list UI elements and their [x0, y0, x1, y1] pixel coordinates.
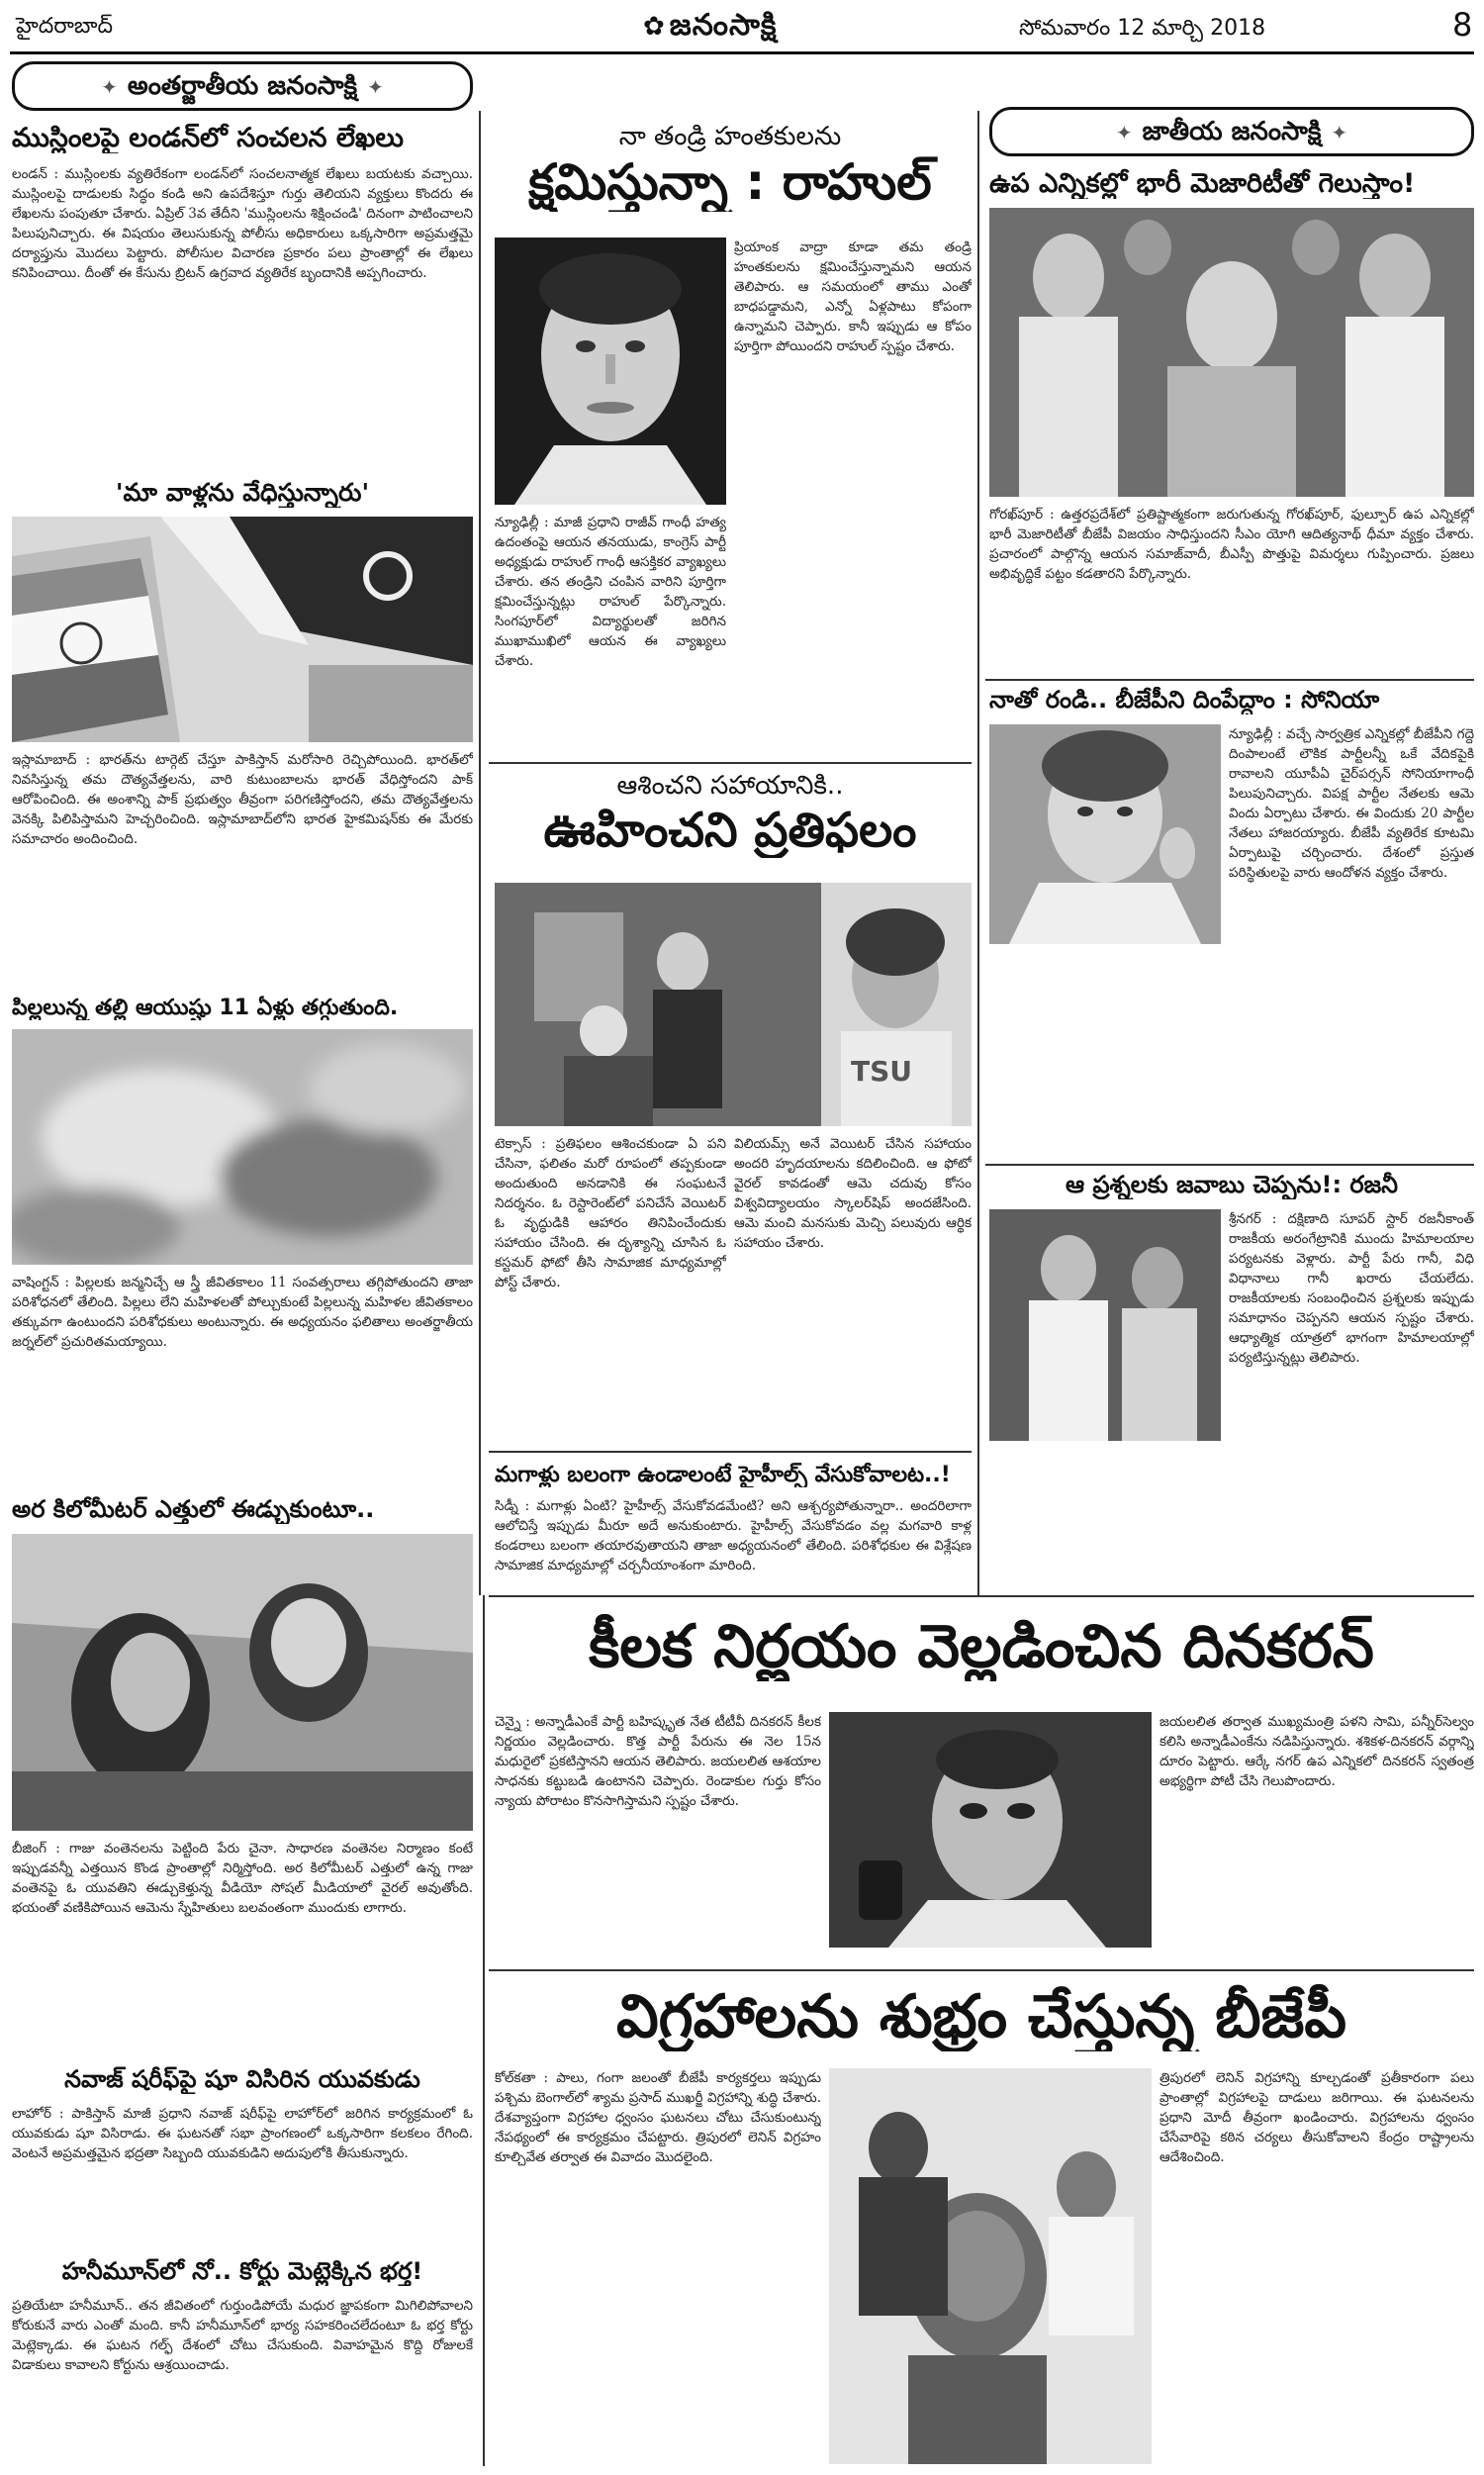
story-high-heels: సిడ్నీ : మగాళ్లు ఏంటి? హైహీల్స్ వేసుకోవడమేంటి? అని ఆశ్చర్యపోతున్నారా.. అందరిలాగా ఆలోచిస్తే ఇప్పుడు మీరూ అదే అనుకుంటారు. హైహీల్స్ వేసుకోవడం వల్ల మగవారి కాళ్ల కండరాలు బలంగా తయారవుతాయని తాజా అధ్యయనంలో తేలింది. పరిశోధకుల ఈ విశ్లేషణ సామాజిక మాధ్యమాల్లో చర్చనీయాంశంగా మారింది. — [495, 1498, 972, 1573]
divider-bottom-mid — [489, 1969, 1474, 1971]
story-rahul-col2: ప్రియాంక వాద్రా కూడా తమ తండ్రి హంతకులను క్షమించేస్తున్నామని ఆయన తెలిపారు. ఆ సమయంలో తాము ఎంతో బాధపడ్డామని, ఎన్నో ఏళ్లపాటు కోపంగా ఉన్నామని చెప్పారు. కానీ ఇప్పుడు ఆ కోపం పూర్తిగా పోయిందని రాహుల్ స్పష్టం చేశారు. — [734, 239, 972, 354]
story-honeymoon-court: ప్రతియేటా హనీమూన్.. తన జీవితంలో గుర్తుండిపోయే మధుర జ్ఞాపకంగా మిగిలిపోవాలని కోరుకునే వారు ఎంతో మంది. కానీ హనీమూన్‌లో భార్య సహకరించలేదంటూ ఓ భర్త కోర్టు మెట్లెక్కాడు. ఈ ఘటన గల్ఫ్ దేశంలో చోటు చేసుకుంది. వివాహమైన కొద్ది రోజులకే విడాకులు కావాలని కోర్టును ఆశ్రయించాడు. — [12, 2298, 473, 2373]
banner-ornament-icon: ✦ — [101, 75, 118, 99]
divider-right-2 — [985, 1164, 1474, 1166]
headline-rahul: క్షమిస్తున్నా : రాహుల్ — [528, 154, 932, 211]
story-pakistan-diplomats: ఇస్లామాబాద్ : భారత్‌ను టార్గెట్ చేస్తూ పాకిస్తాన్ మరోసారి రెచ్చిపోయింది. భారత్‌లో నివసిస్తున్న తమ దౌత్యవేత్తలను, వారి కుటుంబాలను భారత్ వేధిస్తోందని పాక్ ఆరోపించింది. ఈ అంశాన్ని పాక్ ప్రభుత్వం తీవ్రంగా పరిగణిస్తోందని, తమ దౌత్యవేత్తలను వెనక్కి పిలిపిస్తామని హెచ్చరించింది. ఇస్లామాబాద్‌లోని భారత హైకమిషన్‌కు ఈ మేరకు సమాచారం అందించింది. — [12, 752, 473, 847]
story-waiter-col1: టెక్సాస్ : ప్రతిఫలం ఆశించకుండా ఏ పని చేసినా, ఫలితం మరో రూపంలో తప్పకుండా అందుతుంది అనడానికి ఈ సంఘటనే నిదర్శనం. ఓ రెస్టారెంట్‌లో పనిచేసే వెయిటర్ ఓ వృద్ధుడికి ఆహారం తినిపించేందుకు సహాయం చేసింది. ఈ దృశ్యాన్ని చూసిన ఓ కస్టమర్ ఫోటో తీసి సామాజిక మాధ్యమాల్లో పోస్ట్ చేశారు. — [495, 1136, 726, 1290]
story-dinakaran-col1: చెన్నై : అన్నాడీఎంకే పార్టీ బహిష్కృత నేత టీటీవీ దినకరన్ కీలక నిర్ణయం వెల్లడించారు. కొత్త పార్టీ పేరును ఈ నెల 15న మధురైలో ప్రకటిస్తానని ఆయన తెలిపారు. జయలలిత ఆశయాల సాధనకు కట్టుబడి ఉంటానని చెప్పారు. రెండాకుల గుర్తు కోసం న్యాయ పోరాటం కొనసాగిస్తామని స్పష్టం చేశారు. — [495, 1714, 821, 1809]
headline-rajini: ఆ ప్రశ్నలకు జవాబు చెప్పను!: రజనీ — [1065, 1172, 1399, 1198]
column-divider-left-lower — [483, 1595, 485, 2466]
masthead-city: హైదరాబాద్ — [16, 14, 113, 39]
photo-yogi-adityanath — [989, 208, 1474, 497]
photo-waiter-helping — [495, 883, 972, 1126]
story-yogi-bypoll: గోరఖ్‌పూర్ : ఉత్తరప్రదేశ్‌లో ప్రతిష్టాత్మకంగా జరుగుతున్న గోరఖ్‌పూర్, ఫుల్పూర్ ఉప ఎన్నికల్లో భారీ మెజారిటీతో బీజేపీ విజయం సాధిస్తుందని సీఎం యోగి ఆదిత్యనాథ్ ధీమా వ్యక్తం చేశారు. ప్రచారంలో పాల్గొన్న ఆయన సమాజ్‌వాదీ, బీఎస్పీ పొత్తుపై విమర్శలు గుప్పించారు. ప్రజలు అభివృద్ధికే పట్టం కడతారని పేర్కొన్నారు. — [989, 507, 1474, 582]
photo-rajinikanth — [989, 1209, 1221, 1441]
section-title-national: జాతీయ జనంసాక్షి — [1142, 117, 1322, 146]
photo-mother-child — [12, 1029, 473, 1265]
masthead-logo-text: జనంసాక్షి — [669, 8, 778, 43]
headline-statue-cleaning: విగ్రహాలను శుభ్రం చేస్తున్న బీజేపీ — [615, 1983, 1347, 2051]
headline-nawaz-shoe: నవాజ్ షరీఫ్‌పై షూ విసిరిన యువకుడు — [64, 2066, 420, 2093]
headline-pakistan-diplomats: 'మా వాళ్లను వేధిస్తున్నారు' — [115, 479, 370, 507]
story-waiter-col2: విలియమ్స్ అనే వెయిటర్ చేసిన సహాయం అందరి హృదయాలను కదిలించింది. ఆ ఫోటో వైరల్ కావడంతో ఆమె చదువు కోసం విశ్వవిద్యాలయం స్కాలర్‌షిప్ అందజేసింది. ఆమె మంచి మనసుకు మెచ్చి పలువురు ఆర్థిక సహాయం చేశారు. — [734, 1136, 972, 1251]
column-divider-right — [977, 111, 979, 1595]
banner-ornament-icon: ✦ — [1331, 121, 1348, 144]
photo-ttv-dinakaran — [829, 1712, 1152, 1948]
photo-statue-cleaning — [829, 2068, 1152, 2464]
section-title-international: అంతర్జాతీయ జనంసాక్షి — [127, 71, 358, 101]
svg-text:TSU: TSU — [851, 1055, 913, 1088]
story-glass-bridge: బీజింగ్ : గాజు వంతెనలను పెట్టింది పేరు చైనా. సాధారణ వంతెనల నిర్మాణం కంటే ఇప్పుడవన్నీ ఎత్తయిన కొండ ప్రాంతాల్లో నిర్మిస్తోంది. అర కిలోమీటర్ ఎత్తులో ఉన్న గాజు వంతెనపై ఓ యువతిని ఈడ్చుకెళ్తున్న వీడియో సోషల్ మీడియాలో వైరల్ అవుతోంది. భయంతో వణికిపోయిన ఆమెను స్నేహితులు బలవంతంగా ముందుకు లాగారు. — [12, 1841, 473, 1916]
headline-dinakaran: కీలక నిర్ణయం వెల్లడించిన దినకరన్ — [589, 1613, 1374, 1681]
story-statue-col2: త్రిపురలో లెనిన్ విగ్రహాన్ని కూల్చడంతో ప్రతీకారంగా పలు ప్రాంతాల్లో విగ్రహాలపై దాడులు జరిగాయి. ఈ ఘటనలను ప్రధాని మోదీ తీవ్రంగా ఖండించారు. విగ్రహాలను ధ్వంసం చేసేవారిపై కఠిన చర్యలు తీసుకోవాలని కేంద్రం రాష్ట్రాలను ఆదేశించింది. — [1159, 2070, 1474, 2165]
story-rajini: శ్రీనగర్ : దక్షిణాది సూపర్ స్టార్ రజనీకాంత్ రాజకీయ అరంగేట్రానికి ముందు హిమాలయాల పర్యటనకు వెళ్లారు. పార్టీ పేరు గానీ, విధి విధానాలు గానీ ఖరారు చేయలేదు. రాజకీయాలకు సంబంధించిన ప్రశ్నలకు ఇప్పుడు సమాధానం చెప్పనని ఆయన స్పష్టం చేశారు. ఆధ్యాత్మిక యాత్రలో భాగంగా హిమాలయాల్లో పర్యటిస్తున్నట్లు తెలిపారు. — [1229, 1211, 1474, 1366]
headline-waiter: ఊహించని ప్రతిఫలం — [543, 804, 917, 858]
photo-glass-bridge — [12, 1534, 473, 1831]
story-sonia-col1: న్యూఢిల్లీ : వచ్చే సార్వత్రిక ఎన్నికల్లో బీజేపీని గద్దె దింపాలంటే లౌకిక పార్టీలన్నీ ఒకే వేదికపైకి రావాలని యూపీఏ చైర్‌పర్సన్ సోనియాగాంధీ పిలుపునిచ్చారు. విపక్ష పార్టీల నేతలకు ఆమె విందు ఏర్పాటు చేశారు. ఈ విందుకు 20 పార్టీల నేతలు హాజరయ్యారు. బీజేపీ వ్యతిరేక కూటమి ఏర్పాటుపై చర్చించారు. దేశంలో ప్రస్తుత పరిస్థితులపై వారు ఆందోళన వ్యక్తం చేశారు. — [1229, 726, 1474, 881]
story-nawaz-shoe: లాహోర్ : పాకిస్తాన్ మాజీ ప్రధాని నవాజ్ షరీఫ్‌పై లాహోర్‌లో జరిగిన కార్యక్రమంలో ఓ యువకుడు షూ విసిరాడు. ఈ ఘటనతో సభా ప్రాంగణంలో ఒక్కసారిగా కలకలం రేగింది. వెంటనే అప్రమత్తమైన భద్రతా సిబ్బంది యువకుడిని అదుపులోకి తీసుకున్నారు. — [12, 2106, 473, 2161]
banner-ornament-icon: ✦ — [367, 75, 384, 99]
section-banner-international — [12, 61, 473, 111]
divider-center-2 — [489, 1451, 972, 1453]
divider-right-1 — [985, 679, 1474, 681]
section-banner-national — [989, 107, 1474, 156]
story-london-letters: లండన్ : ముస్లింలకు వ్యతిరేకంగా లండన్‌లో సంచలనాత్మక లేఖలు బయటకు వచ్చాయి. ముస్లింలపై దాడులకు సిద్ధం కండి అని ఉపదేశిస్తూ గుర్తు తెలియని వ్యక్తులు కొందరు ఈ లేఖలను పంపుతూ చేశారు. ఏప్రిల్ 3వ తేదీని 'ముస్లింలను శిక్షించండి' దినంగా పాటించాలని పిలుపునిచ్చారు. ఈ విషయం తెలుసుకున్న పోలీసు అధికారులు ఒక్కసారిగా అప్రమత్తమై దర్యాప్తును మొదలు పెట్టారు. పోలీసుల విచారణ ప్రకారం పలు ప్రాంతాల్లో ఈ లేఖలు కనిపించాయి. దీంతో ఈ కేసును బ్రిటన్ ఉగ్రవాద వ్యతిరేక బృందానికి అప్పగించారు. — [12, 166, 473, 281]
kicker-waiter: ఆశించని సహాయానికి.. — [616, 771, 844, 801]
headline-sonia-dinner: నాతో రండి.. బీజేపీని దింపేద్దాం : సోనియా — [989, 687, 1380, 714]
story-statue-col1: కోల్‌కతా : పాలు, గంగా జలంతో బీజేపీ కార్యకర్తలు ఇప్పుడు పశ్చిమ బెంగాల్‌లో శ్యామ ప్రసాద్ ముఖర్జీ విగ్రహాన్ని శుద్ధి చేశారు. దేశవ్యాప్తంగా విగ్రహాల ధ్వంసం ఘటనలు చోటు చేసుకుంటున్న నేపథ్యంలో ఈ కార్యక్రమం చేపట్టారు. త్రిపురలో లెనిన్ విగ్రహం కూల్చివేత తర్వాత ఈ వివాదం మొదలైంది. — [495, 2070, 821, 2165]
masthead-rule — [10, 51, 1474, 54]
masthead-logo — [643, 8, 778, 49]
headline-london-letters: ముస్లింలపై లండన్‌లో సంచలన లేఖలు — [12, 123, 404, 153]
photo-india-pakistan-flags — [12, 517, 473, 742]
headline-yogi-bypoll: ఉప ఎన్నికల్లో భారీ మెజారిటీతో గెలుస్తాం! — [989, 168, 1416, 199]
masthead-date: సోమవారం 12 మార్చి 2018 — [1019, 16, 1266, 41]
kicker-rahul: నా తండ్రి హంతకులను — [618, 122, 842, 151]
divider-center-1 — [489, 762, 972, 764]
headline-high-heels: మగాళ్లు బలంగా ఉండాలంటే హైహీల్స్ వేసుకోవాలట..! — [495, 1463, 951, 1487]
divider-bottom-top — [489, 1595, 1474, 1597]
headline-honeymoon-court: హనీమూన్‌లో నో.. కోర్టు మెట్లెక్కిన భర్త! — [61, 2258, 423, 2285]
photo-rahul-gandhi — [495, 238, 726, 505]
column-divider-left — [479, 111, 481, 1595]
story-rahul-col1: న్యూఢిల్లీ : మాజీ ప్రధాని రాజీవ్ గాంధీ హత్య ఉదంతంపై ఆయన తనయుడు, కాంగ్రెస్ పార్టీ అధ్యక్షుడు రాహుల్ గాంధీ ఆసక్తికర వ్యాఖ్యలు చేశారు. తన తండ్రిని చంపిన వారిని పూర్తిగా క్షమించేస్తున్నట్లు రాహుల్ పేర్కొన్నారు. సింగపూర్‌లో విద్యార్థులతో జరిగిన ముఖాముఖిలో ఆయన ఈ వ్యాఖ్యలు చేశారు. — [495, 515, 726, 669]
story-dinakaran-col2: జయలలిత తర్వాత ముఖ్యమంత్రి పళని సామి, పన్నీర్‌సెల్వం కలిసి అన్నాడీఎంకేను నడిపిస్తున్నారు. శశికళ-దినకరన్ వర్గాన్ని దూరం పెట్టారు. ఆర్కే నగర్ ఉప ఎన్నికలో దినకరన్ స్వతంత్ర అభ్యర్థిగా పోటీ చేసి గెలుపొందారు. — [1159, 1714, 1474, 1789]
headline-mother-lifespan: పిల్లలున్న తల్లి ఆయుష్షు 11 ఏళ్లు తగ్గుతుంది. — [12, 996, 399, 1020]
logo-emblem-icon: ✿ — [643, 12, 666, 42]
banner-ornament-icon: ✦ — [1115, 121, 1133, 144]
headline-glass-bridge: అర కిలోమీటర్ ఎత్తులో ఈడ్చుకుంటూ.. — [12, 1496, 375, 1523]
story-mother-lifespan: వాషింగ్టన్ : పిల్లలకు జన్మనిచ్చే ఆ స్త్రీ జీవితకాలం 11 సంవత్సరాలు తగ్గిపోతుందని తాజా పరిశోధనలో తేలింది. పిల్లలు లేని మహిళలతో పోల్చుకుంటే పిల్లలున్న మహిళల జీవితకాలం తక్కువగా ఉంటుందని పరిశోధకులు అంటున్నారు. ఈ అధ్యయనం ఫలితాలు అంతర్జాతీయ జర్నల్‌లో ప్రచురితమయ్యాయి. — [12, 1275, 473, 1350]
photo-sonia-gandhi — [989, 724, 1221, 944]
page-number: 8 — [1452, 6, 1473, 44]
